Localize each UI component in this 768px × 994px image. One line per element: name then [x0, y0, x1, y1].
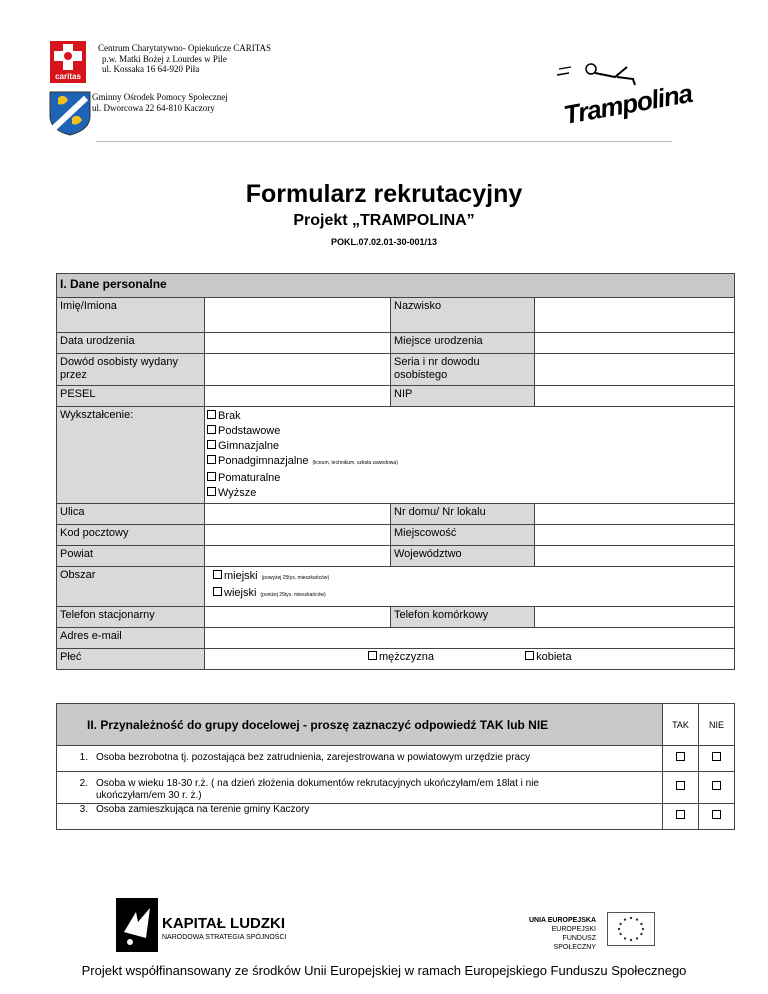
- checkbox-icon[interactable]: [207, 410, 216, 419]
- checkbox-icon[interactable]: [712, 810, 721, 819]
- label-voivodeship: Województwo: [391, 546, 535, 567]
- education-option[interactable]: Podstawowe: [207, 424, 731, 439]
- yes-checkbox[interactable]: [663, 772, 699, 804]
- checkbox-icon[interactable]: [676, 752, 685, 761]
- id-issued-by-field[interactable]: [205, 354, 391, 386]
- question-row: 1. Osoba bezrobotna tj. pozostająca bez zatrudnienia, zarejestrowana w powiatowym urzędzie pracy: [57, 746, 663, 772]
- checkbox-icon[interactable]: [207, 487, 216, 496]
- label-id-issued-by: Dowód osobisty wydany przez: [57, 354, 205, 386]
- nip-field[interactable]: [535, 386, 735, 407]
- phone-field[interactable]: [205, 607, 391, 628]
- no-checkbox[interactable]: [699, 804, 735, 830]
- caritas-logo: [50, 41, 86, 83]
- no-checkbox[interactable]: [699, 746, 735, 772]
- checkbox-icon[interactable]: [676, 781, 685, 790]
- checkbox-icon[interactable]: [207, 472, 216, 481]
- eu-text: UNIA EUROPEJSKA EUROPEJSKI FUNDUSZ SPOŁECZNY: [528, 917, 596, 951]
- no-header: NIE: [699, 704, 735, 746]
- form-title: Formularz rekrutacyjny: [245, 180, 523, 208]
- checkbox-icon[interactable]: [368, 651, 377, 660]
- checkbox-icon[interactable]: [207, 425, 216, 434]
- email-field[interactable]: [205, 628, 735, 649]
- county-field[interactable]: [205, 546, 391, 567]
- pesel-field[interactable]: [205, 386, 391, 407]
- cofinancing-note: Projekt współfinansowany ze środków Unii Europejskiej w ramach Europejskiego Funduszu Społecznego: [81, 963, 687, 978]
- question-row: 3. Osoba zamieszkująca na terenie gminy Kaczory: [57, 804, 663, 830]
- yes-checkbox[interactable]: [663, 746, 699, 772]
- street-field[interactable]: [205, 504, 391, 525]
- kaczory-coat-of-arms: [48, 90, 92, 136]
- sex-option-female[interactable]: kobieta: [525, 651, 571, 663]
- education-options: [205, 407, 735, 504]
- caritas-address: Centrum Charytatywno- Opiekuńcze CARITAS p.w. Matki Bożej z Lourdes w Pile ul. Kossaka 16 64-920 Piła: [98, 43, 271, 74]
- area-option[interactable]: miejski (powyżej 25tys. mieszkańców): [213, 569, 731, 586]
- trampolina-logo-text: Trampolina: [561, 77, 695, 131]
- education-option[interactable]: Pomaturalne: [207, 471, 731, 486]
- label-id-number: Seria i nr dowodu osobistego: [391, 354, 535, 386]
- project-code: POKL.07.02.01-30-001/13: [330, 237, 438, 247]
- yes-header: TAK: [663, 704, 699, 746]
- label-county: Powiat: [57, 546, 205, 567]
- label-mobile: Telefon komórkowy: [391, 607, 535, 628]
- project-title: Projekt „TRAMPOLINA”: [293, 212, 475, 229]
- checkbox-icon[interactable]: [213, 570, 222, 579]
- education-option[interactable]: Gimnazjalne: [207, 439, 731, 454]
- label-birth-date: Data urodzenia: [57, 333, 205, 354]
- house-no-field[interactable]: [535, 504, 735, 525]
- label-city: Miejscowość: [391, 525, 535, 546]
- sex-options: [205, 649, 735, 670]
- checkbox-icon[interactable]: [207, 455, 216, 464]
- postal-code-field[interactable]: [205, 525, 391, 546]
- label-email: Adres e-mail: [57, 628, 205, 649]
- checkbox-icon[interactable]: [525, 651, 534, 660]
- caritas-logo-text: caritas: [55, 72, 81, 81]
- label-first-name: Imię/Imiona: [57, 298, 205, 333]
- kl-title: KAPITAŁ LUDZKI: [162, 915, 286, 932]
- section2-title: II. Przynależność do grupy docelowej - proszę zaznaczyć odpowiedź TAK lub NIE: [57, 704, 663, 746]
- education-option[interactable]: Ponadgimnazjalne (liceum, technikum, szkoła zawodowa): [207, 454, 731, 471]
- section1-title: I. Dane personalne: [57, 274, 735, 298]
- checkbox-icon[interactable]: [213, 587, 222, 596]
- question-row: 2. Osoba w wieku 18-30 r.ż. ( na dzień złożenia dokumentów rekrutacyjnych ukończyłam/em 18lat i nie ukończyłam/em 30 r. ż.): [57, 772, 663, 804]
- checkbox-icon[interactable]: [676, 810, 685, 819]
- label-sex: Płeć: [57, 649, 205, 670]
- id-number-field[interactable]: [535, 354, 735, 386]
- label-last-name: Nazwisko: [391, 298, 535, 333]
- yes-checkbox[interactable]: [663, 804, 699, 830]
- education-option[interactable]: Brak: [207, 409, 731, 424]
- birth-date-field[interactable]: [205, 333, 391, 354]
- checkbox-icon[interactable]: [712, 781, 721, 790]
- eu-flag-icon: [607, 912, 655, 946]
- target-group-table: [56, 703, 735, 830]
- no-checkbox[interactable]: [699, 772, 735, 804]
- checkbox-icon[interactable]: [712, 752, 721, 761]
- label-area: Obszar: [57, 567, 205, 607]
- trampolina-logo: [555, 55, 695, 137]
- kapital-ludzki-logo: [116, 898, 158, 952]
- label-phone: Telefon stacjonarny: [57, 607, 205, 628]
- kl-subtitle: NARODOWA STRATEGIA SPÓJNOŚCI: [162, 934, 287, 941]
- area-options: [205, 567, 735, 607]
- gops-address: Gminny Ośrodek Pomocy Społecznej ul. Dworcowa 22 64-810 Kaczory: [92, 92, 228, 113]
- mobile-field[interactable]: [535, 607, 735, 628]
- label-birth-place: Miejsce urodzenia: [391, 333, 535, 354]
- label-pesel: PESEL: [57, 386, 205, 407]
- label-house-no: Nr domu/ Nr lokalu: [391, 504, 535, 525]
- first-name-field[interactable]: [205, 298, 391, 333]
- checkbox-icon[interactable]: [207, 440, 216, 449]
- voivodeship-field[interactable]: [535, 546, 735, 567]
- label-street: Ulica: [57, 504, 205, 525]
- birth-place-field[interactable]: [535, 333, 735, 354]
- label-nip: NIP: [391, 386, 535, 407]
- header-divider: [96, 141, 672, 142]
- label-education: Wykształcenie:: [57, 407, 205, 504]
- label-postal-code: Kod pocztowy: [57, 525, 205, 546]
- education-option[interactable]: Wyższe: [207, 486, 731, 501]
- sex-option-male[interactable]: mężczyzna: [368, 651, 434, 663]
- personal-data-table: [56, 273, 735, 670]
- last-name-field[interactable]: [535, 298, 735, 333]
- city-field[interactable]: [535, 525, 735, 546]
- area-option[interactable]: wiejski (poniżej 25tys. mieszkańców): [213, 586, 731, 603]
